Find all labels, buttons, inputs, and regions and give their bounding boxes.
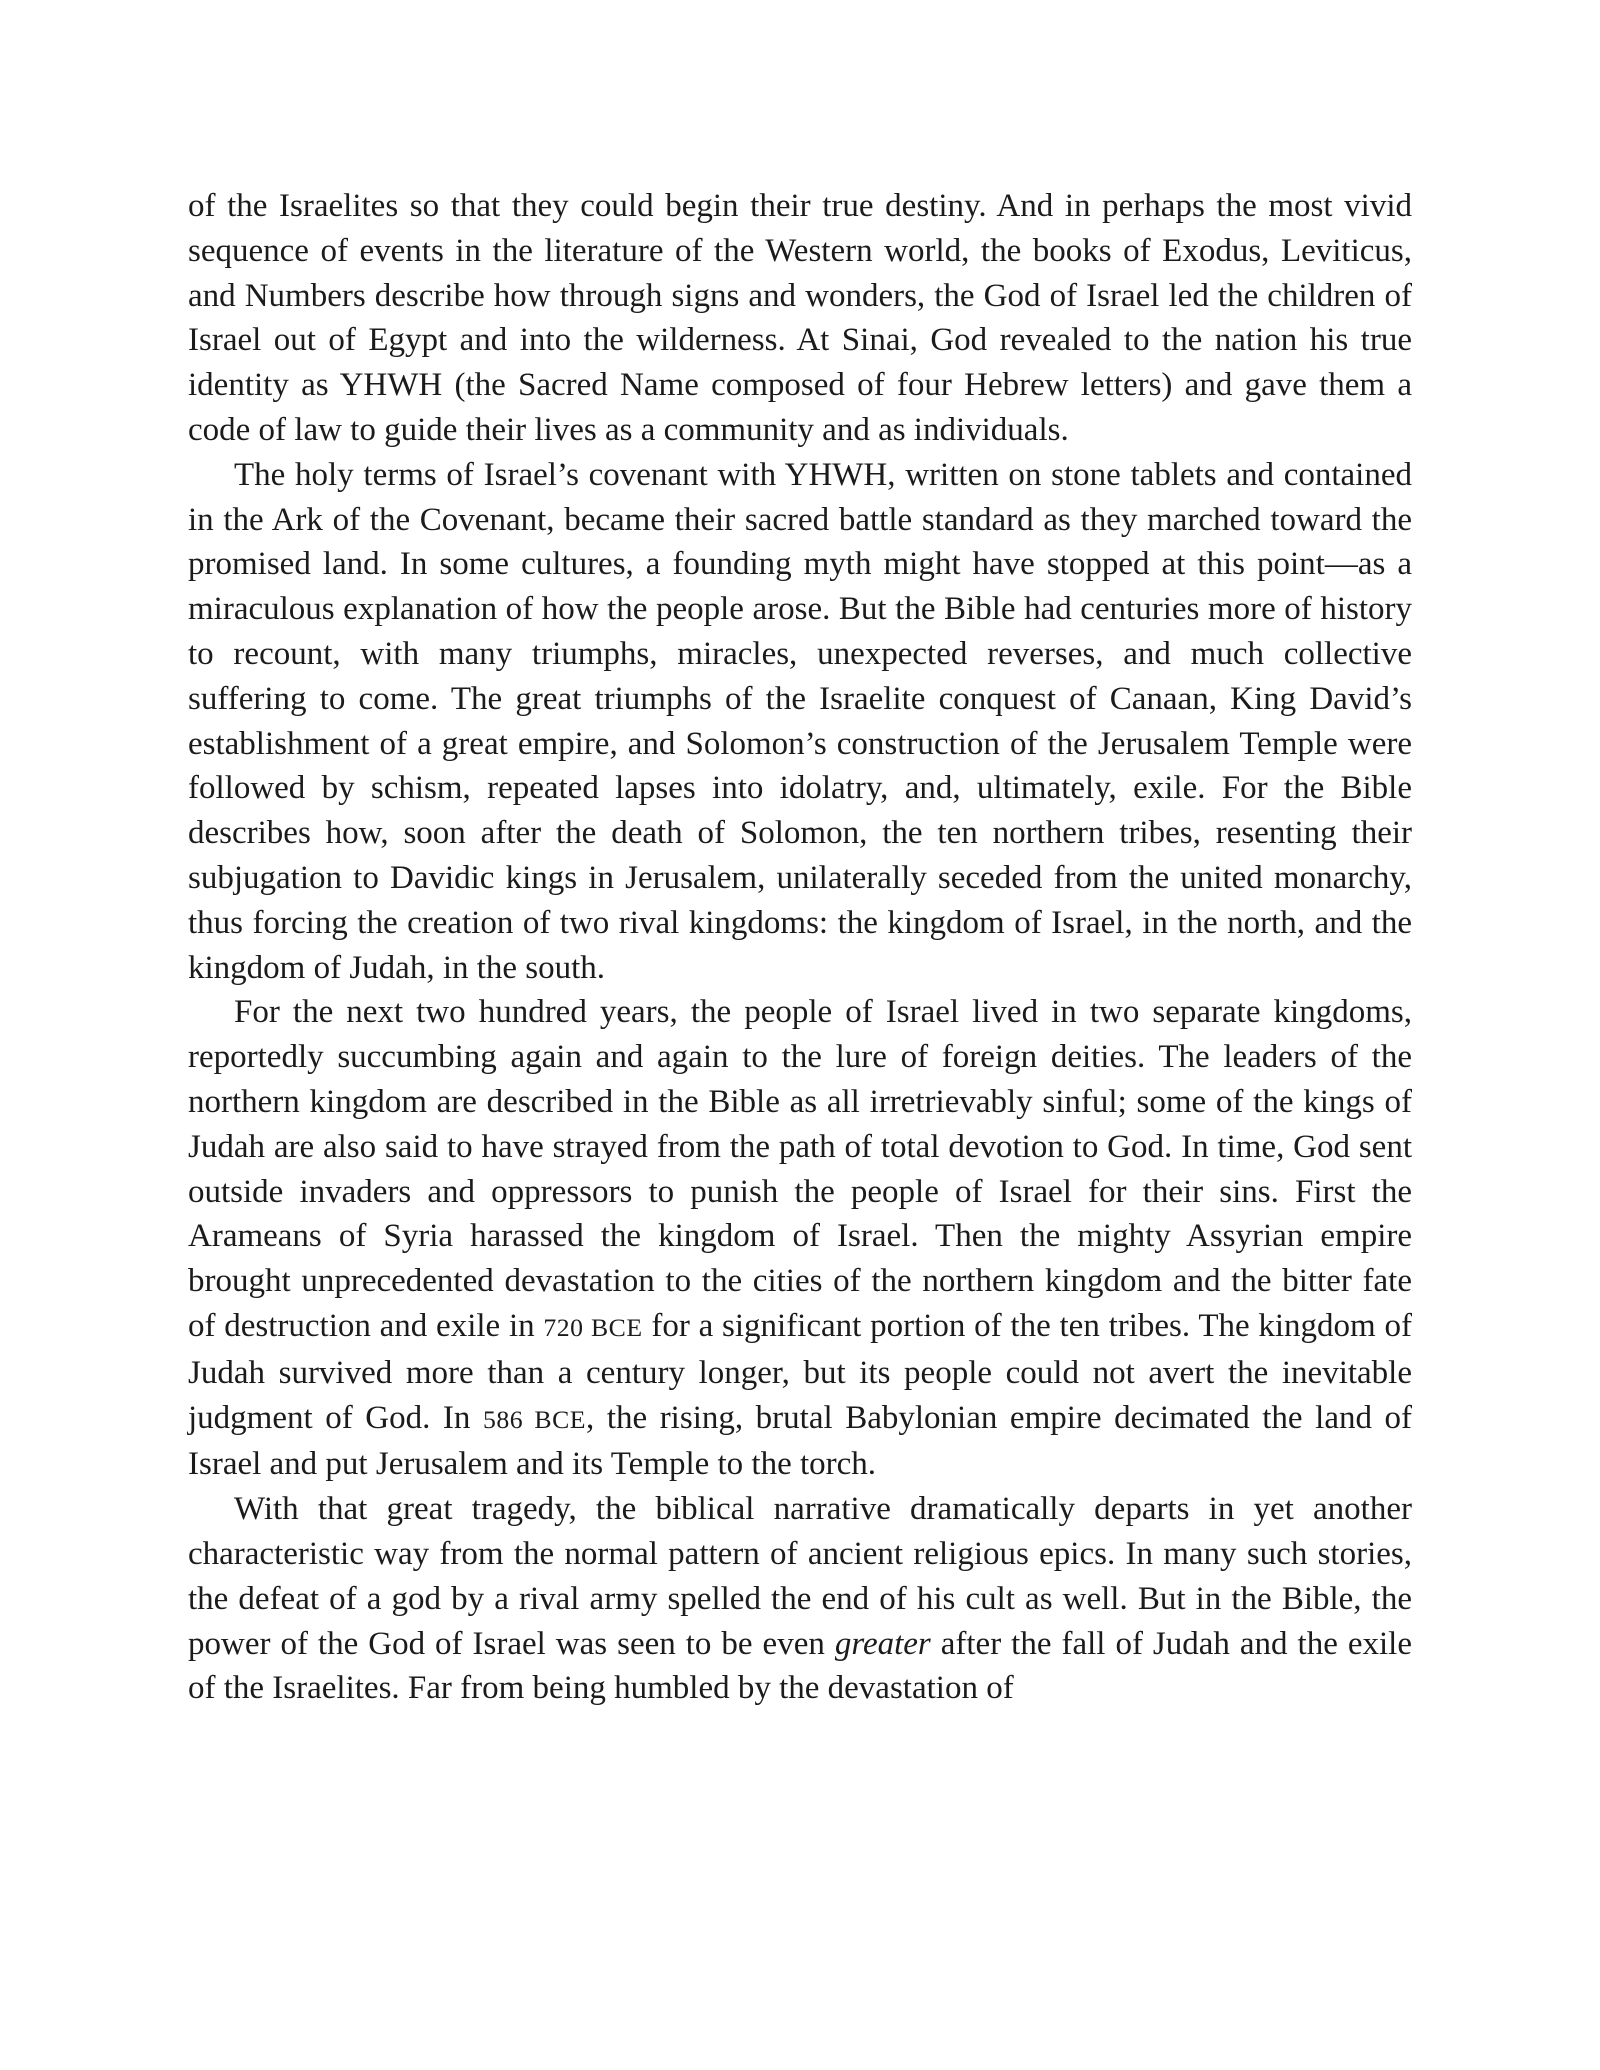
emphasis-greater: greater	[834, 1625, 931, 1662]
date-586-bce: 586 BCE	[482, 1404, 586, 1434]
paragraph-3-text-b: for a significant portion of the ten tribes. The kingdom of Judah survived more than a century longer, but its people could not avert the inevitable judgment of God. In	[188, 1307, 1412, 1436]
paragraph-3-text-a: For the next two hundred years, the people of Israel lived in two separate kingdoms, reportedly succumbing again and again to the lure of foreign deities. The leaders of the northern kingdom are described in the Bible as all irretrievably sinful; some of the kings of Judah are also said to have strayed from the path of total devotion to God. In time, God sent outside invaders and oppressors to punish the people of Israel for their sins. First the Arameans of Syria harassed the kingdom of Israel. Then the mighty Assyrian empire brought unprecedented devastation to the cities of the northern kingdom and the bitter fate of destruction and exile in	[188, 994, 1412, 1344]
paragraph-2-text: The holy terms of Israel’s covenant with YHWH, written on stone tablets and contained in the Ark of the Covenant, became their sacred battle standard as they marched toward the promised land. In some cultures, a founding myth might have stopped at this point—as a miraculous explanation of how the people arose. But the Bible had centuries more of history to recount, with many triumphs, miracles, unexpected reverses, and much collective suffering to come. The great triumphs of the Israelite conquest of Canaan, King David’s establishment of a great empire, and Solomon’s construction of the Jerusalem Temple were followed by schism, repeated lapses into idolatry, and, ultimately, exile. For the Bible describes how, soon after the death of Solomon, the ten northern tribes, resenting their subjugation to Davidic kings in Jerusalem, unilaterally seceded from the united monarchy, thus forcing the creation of two rival kingdoms: the kingdom of Israel, in the north, and the kingdom of Judah, in the south.	[188, 456, 1412, 986]
date-720-bce: 720 BCE	[543, 1312, 643, 1342]
paragraph-3	[188, 990, 1412, 1487]
paragraph-4-text-a: With that great tragedy, the biblical narrative dramatically departs in yet another characteristic way from the normal pattern of ancient religious epics. In many such stories, the defeat of a god by a rival army spelled the end of his cult as well. But in the Bible, the power of the God of Israel was seen to be even	[188, 1491, 1412, 1662]
paragraph-2	[188, 453, 1412, 991]
paragraph-1	[188, 184, 1412, 453]
paragraph-3-text-c: , the rising, brutal Babylonian empire decimated the land of Israel and put Jerusalem and its Temple to the torch.	[188, 1399, 1413, 1483]
paragraph-4-text-b: after the fall of Judah and the exile of the Israelites. Far from being humbled by the devastation of	[188, 1625, 1412, 1707]
paragraph-4	[188, 1487, 1412, 1711]
paragraph-1-text: of the Israelites so that they could begin their true destiny. And in perhaps the most vivid sequence of events in the literature of the Western world, the books of Exodus, Leviticus, and Numbers describe how through signs and wonders, the God of Israel led the children of Israel out of Egypt and into the wilderness. At Sinai, God revealed to the nation his true identity as YHWH (the Sacred Name composed of four Hebrew letters) and gave them a code of law to guide their lives as a community and as individuals.	[188, 188, 1412, 448]
book-page-text	[188, 184, 1412, 1711]
